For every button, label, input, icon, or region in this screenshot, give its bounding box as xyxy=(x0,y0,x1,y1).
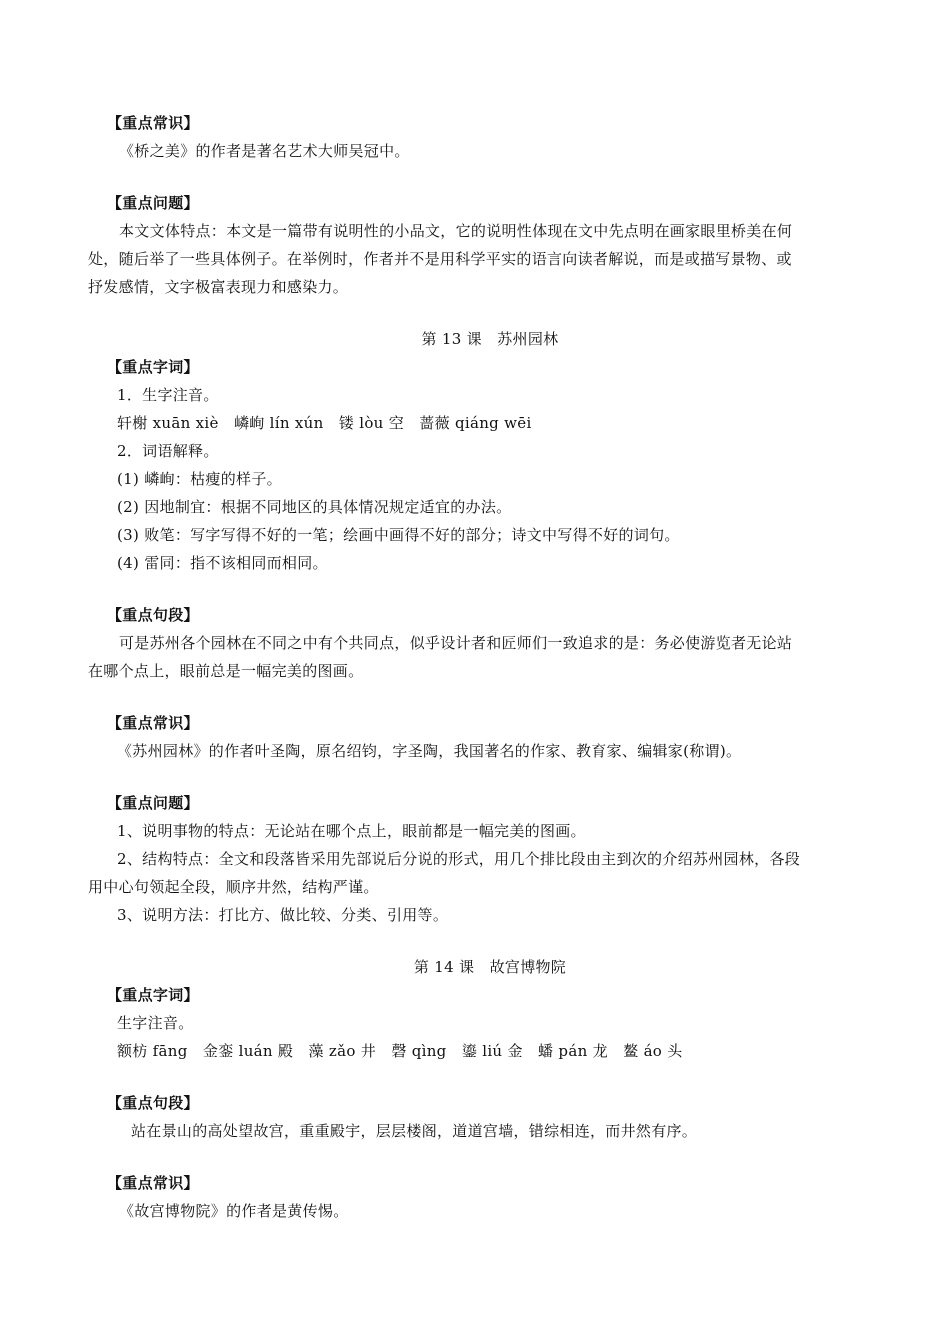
paragraph-line: 抒发感情，文字极富表现力和感染力。 xyxy=(88,278,349,296)
paragraph-line: 本文文体特点：本文是一篇带有说明性的小品文，它的说明性体现在文中先点明在画家眼里桥美在何 xyxy=(119,222,793,240)
list-item: 3、说明方法：打比方、做比较、分类、引用等。 xyxy=(117,906,449,924)
section-heading-question: 【重点问题】 xyxy=(107,194,199,212)
section-heading-words: 【重点字词】 xyxy=(107,986,199,1004)
section-heading-question: 【重点问题】 xyxy=(107,794,199,812)
list-label: 2．词语解释。 xyxy=(117,442,219,460)
list-item: (3) 败笔：写字写得不好的一笔；绘画中画得不好的部分；诗文中写得不好的词句。 xyxy=(117,526,680,544)
phonetic-line: 额枋 fāng 金銮 luán 殿 藻 zǎo 井 磬 qìng 鎏 liú 金 蟠 pán 龙 鳌 áo 头 xyxy=(117,1042,683,1060)
paragraph-line: 处，随后举了一些具体例子。在举例时，作者并不是用科学平实的语言向读者解说，而是或描写景物、或 xyxy=(88,250,792,268)
paragraph-line: 可是苏州各个园林在不同之中有个共同点，似乎设计者和匠师们一致追求的是：务必使游览者无论站 xyxy=(119,634,793,652)
list-item: 1、说明事物的特点：无论站在哪个点上，眼前都是一幅完美的图画。 xyxy=(117,822,586,840)
list-item-continuation: 用中心句领起全段，顺序井然，结构严谨。 xyxy=(88,878,379,896)
paragraph-knowledge: 《桥之美》的作者是著名艺术大师吴冠中。 xyxy=(119,142,410,160)
paragraph-knowledge: 《故宫博物院》的作者是黄传惕。 xyxy=(119,1202,349,1220)
section-heading-knowledge: 【重点常识】 xyxy=(107,114,199,132)
list-item: (2) 因地制宜：根据不同地区的具体情况规定适宜的办法。 xyxy=(117,498,512,516)
section-heading-knowledge: 【重点常识】 xyxy=(107,714,199,732)
section-heading-knowledge: 【重点常识】 xyxy=(107,1174,199,1192)
list-item: (1) 嶙峋：枯瘦的样子。 xyxy=(117,470,282,488)
list-item: 2、结构特点：全文和段落皆采用先部说后分说的形式，用几个排比段由主到次的介绍苏州园林，各段 xyxy=(117,850,801,868)
lesson-title: 第 14 课 故宫博物院 xyxy=(413,958,567,976)
section-heading-words: 【重点字词】 xyxy=(107,358,199,376)
paragraph-sentence: 站在景山的高处望故宫，重重殿宇，层层楼阁，道道宫墙，错综相连，而井然有序。 xyxy=(131,1122,698,1140)
list-label: 1．生字注音。 xyxy=(117,386,219,404)
paragraph-line: 在哪个点上，眼前总是一幅完美的图画。 xyxy=(88,662,364,680)
paragraph-knowledge: 《苏州园林》的作者叶圣陶，原名绍钧，字圣陶，我国著名的作家、教育家、编辑家(称谓)。 xyxy=(117,742,742,760)
list-label: 生字注音。 xyxy=(117,1014,194,1032)
phonetic-line: 轩榭 xuān xiè 嶙峋 lín xún 镂 lòu 空 蔷薇 qiáng wēi xyxy=(117,414,532,432)
lesson-title: 第 13 课 苏州园林 xyxy=(421,330,559,348)
section-heading-sentence: 【重点句段】 xyxy=(107,1094,199,1112)
list-item: (4) 雷同：指不该相同而相同。 xyxy=(117,554,328,572)
section-heading-sentence: 【重点句段】 xyxy=(107,606,199,624)
